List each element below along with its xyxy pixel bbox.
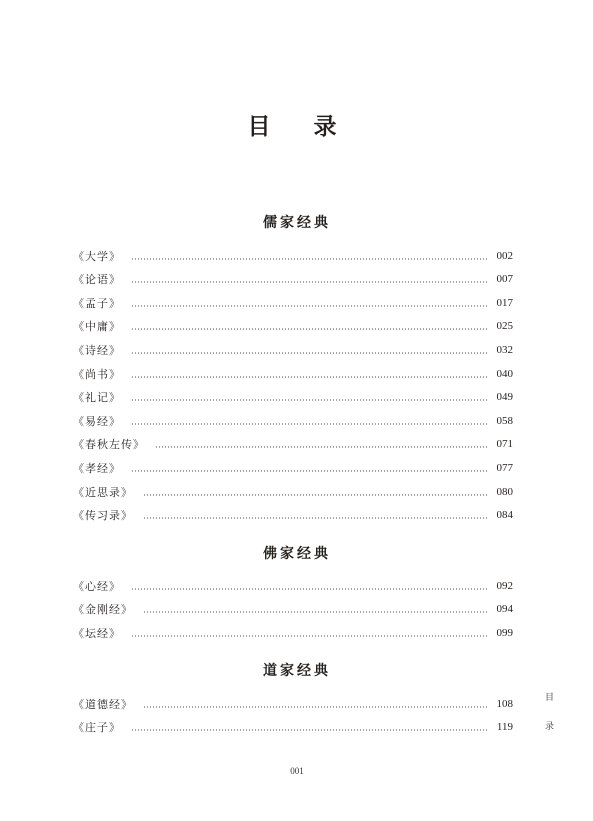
toc-entry-title: 《中庸》 [73, 320, 121, 333]
toc-entry-page: 108 [496, 698, 513, 710]
toc-entry[interactable] [73, 696, 513, 712]
toc-entry-page: 007 [496, 273, 513, 285]
toc-entry[interactable] [73, 413, 513, 429]
toc-entry-title: 《道德经》 [73, 698, 133, 711]
toc-entry[interactable] [73, 366, 513, 382]
page-title: 目 录 [247, 113, 347, 140]
toc-entry-title: 《诗经》 [73, 344, 121, 357]
toc-entry-page: 092 [496, 580, 513, 592]
dot-leader [143, 494, 489, 496]
toc-entry-page: 094 [496, 603, 513, 615]
running-head-char: 目 [545, 693, 555, 703]
toc-entry-title: 《金刚经》 [73, 603, 133, 616]
dot-leader [131, 635, 489, 637]
toc-entry[interactable] [73, 271, 513, 287]
toc-entry-title: 《大学》 [73, 250, 121, 263]
toc-entry-title: 《近思录》 [73, 486, 133, 499]
toc-entry-page: 025 [496, 320, 513, 332]
dot-leader [143, 517, 489, 519]
toc-entry-page: 119 [496, 721, 513, 733]
dot-leader [131, 470, 489, 472]
toc-entry-page: 049 [496, 391, 513, 403]
toc-entry[interactable] [73, 389, 513, 405]
dot-leader [131, 258, 489, 260]
dot-leader [155, 446, 489, 448]
dot-leader [131, 352, 489, 354]
dot-leader [143, 611, 489, 613]
section-heading-daoist: 道家经典 [263, 663, 331, 679]
dot-leader [131, 328, 489, 330]
toc-entry[interactable] [73, 318, 513, 334]
toc-entry[interactable] [73, 436, 513, 452]
toc-entry[interactable] [73, 295, 513, 311]
toc-entry[interactable] [73, 342, 513, 358]
toc-entry[interactable] [73, 578, 513, 594]
toc-entry-page: 058 [496, 415, 513, 427]
toc-entry-page: 080 [496, 486, 513, 498]
dot-leader [143, 706, 489, 708]
dot-leader [131, 305, 489, 307]
toc-entry-title: 《论语》 [73, 273, 121, 286]
dot-leader [131, 729, 489, 731]
toc-entry-title: 《尚书》 [73, 368, 121, 381]
toc-entry-title: 《孟子》 [73, 297, 121, 310]
toc-entry-page: 017 [496, 297, 513, 309]
toc-entry-page: 084 [496, 509, 513, 521]
section-heading-confucian: 儒家经典 [263, 215, 331, 231]
toc-entry-title: 《孝经》 [73, 462, 121, 475]
dot-leader [131, 588, 489, 590]
toc-entry-title: 《坛经》 [73, 627, 121, 640]
toc-entry-title: 《春秋左传》 [73, 438, 145, 451]
toc-entry-title: 《礼记》 [73, 391, 121, 404]
toc-entry-page: 032 [496, 344, 513, 356]
running-head-char: 录 [545, 722, 555, 732]
toc-entry-title: 《传习录》 [73, 509, 133, 522]
toc-entry[interactable] [73, 507, 513, 523]
toc-entry-page: 002 [496, 250, 513, 262]
toc-entry[interactable] [73, 719, 513, 735]
toc-entry[interactable] [73, 460, 513, 476]
toc-entry-page: 099 [496, 627, 513, 639]
dot-leader [131, 281, 489, 283]
section-heading-buddhist: 佛家经典 [263, 546, 331, 562]
toc-entry-title: 《易经》 [73, 415, 121, 428]
toc-entry[interactable] [73, 484, 513, 500]
toc-entry[interactable] [73, 248, 513, 264]
toc-entry-page: 077 [496, 462, 513, 474]
page-number: 001 [290, 766, 304, 776]
toc-entry[interactable] [73, 601, 513, 617]
toc-entry-page: 071 [496, 438, 513, 450]
toc-entry-title: 《庄子》 [73, 721, 121, 734]
dot-leader [131, 376, 489, 378]
toc-entry[interactable] [73, 625, 513, 641]
dot-leader [131, 423, 489, 425]
toc-entry-page: 040 [496, 368, 513, 380]
toc-entry-title: 《心经》 [73, 580, 121, 593]
dot-leader [131, 399, 489, 401]
